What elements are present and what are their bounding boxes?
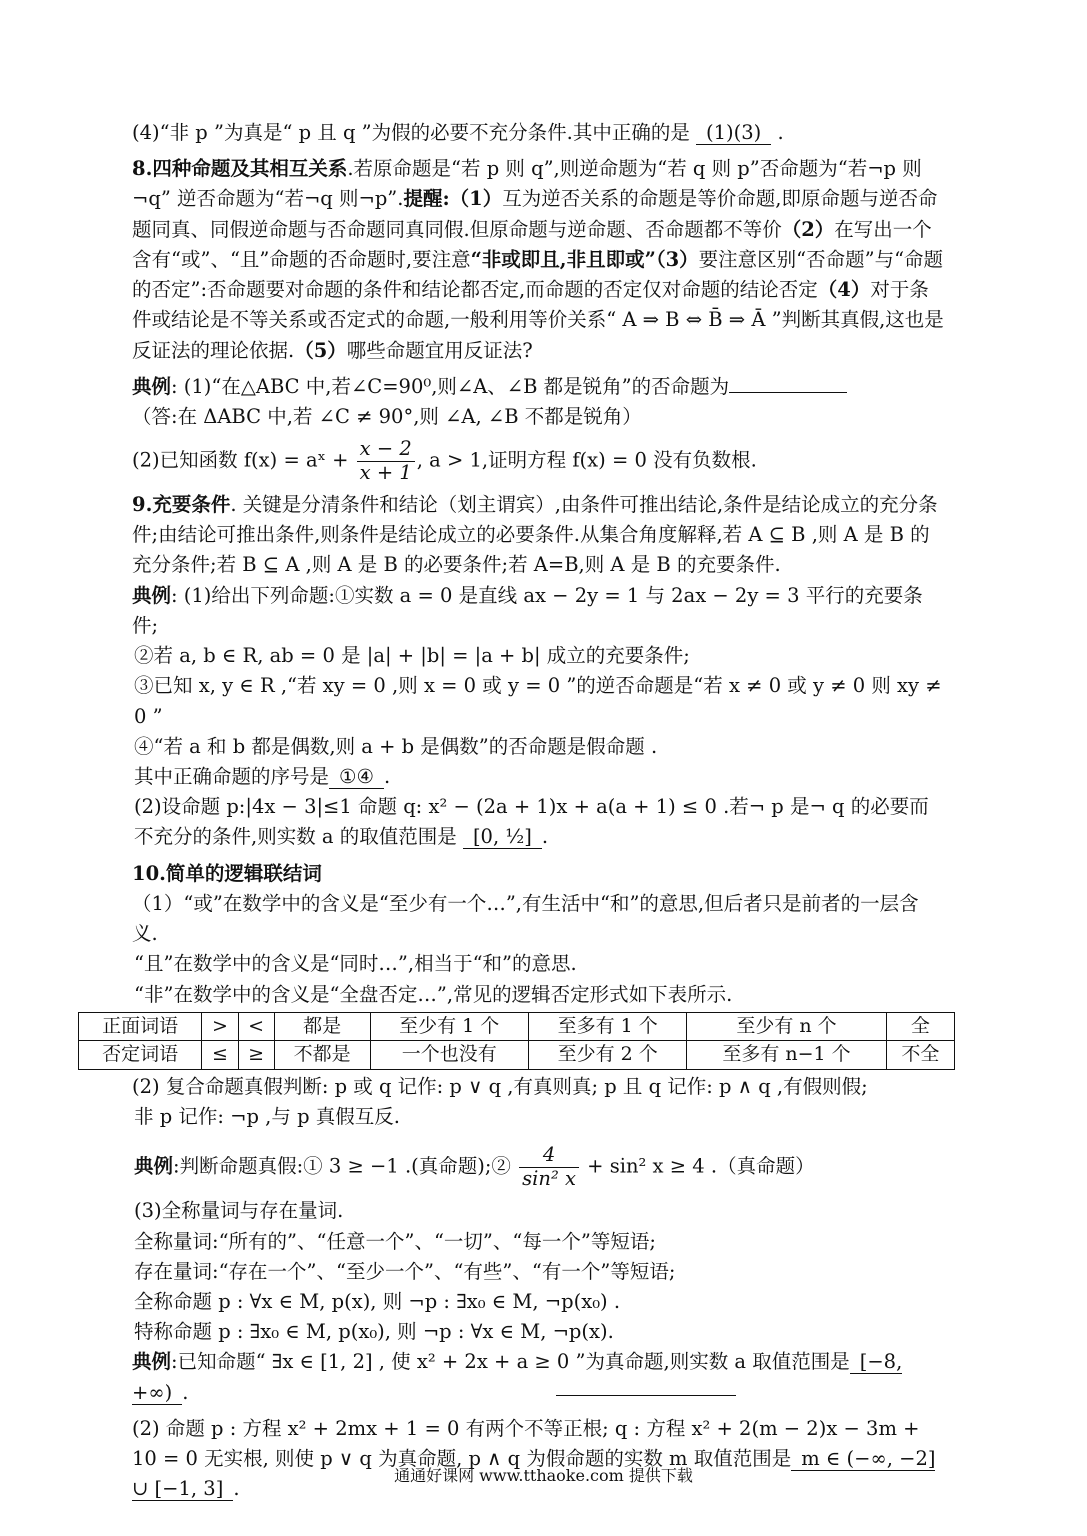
example-10-3: (2) 命题 p : 方程 x² + 2mx + 1 = 0 有两个不等正根; q : 方程 x² + 2(m − 2)x − 3m + 10 = 0 无实根, 则使 p ∨ q 为真命题, p ∧ q 为假命题的实数 m 取值范围是 m ∈ (−∞, −2] ∪ [−1, 3] .	[132, 1416, 936, 1501]
example-10-1: 典例:判断命题真假:① 3 ≥ −1 .(真命题);② $\frac{4}{\text{sin² x}}$ + sin² x ≥ 4 .（真命题）	[134, 1143, 815, 1190]
example-8-1: 典例: (1)“在△ABC 中,若∠C=90⁰,则∠A、∠B 都是锐角”的否命题为	[96, 372, 944, 402]
example-9-2: (2)设命题 p:|4x − 3|≤1 命题 q: x² − (2a + 1)x + a(a + 1) ≤ 0 .若¬ p 是¬ q 的必要而不充分的条件,则实数 a 的取值范围是 [0, ½] .	[134, 795, 929, 849]
universal-proposition: 全称命题 p : ∀x ∈ M, p(x), 则 ¬p : ∃x₀ ∈ M, ¬p(x₀) .	[134, 1289, 621, 1313]
section-8-title: 8.四种命题及其相互关系	[132, 157, 348, 181]
answer-9-2: [0, ½]	[463, 825, 542, 849]
section-10-or: （1）“或”在数学中的含义是“至少有一个…”,有生活中“和”的意思,但后者只是前者的一层含义.	[132, 891, 919, 946]
page-footer: 通通好课网 www.tthaoke.com 提供下载	[394, 1466, 693, 1485]
example-label: 典例	[132, 374, 172, 398]
answer-blank	[729, 372, 847, 393]
example-9-item-4: ④“若 a 和 b 都是偶数,则 a + b 是偶数”的否命题是假命题 .	[134, 734, 658, 758]
example-10-2: 典例:已知命题“ ∃x ∈ [1, 2] , 使 x² + 2x + a ≥ 0 ”为真命题,则实数 a 取值范围是 [−8, +∞) .	[132, 1350, 903, 1404]
fraction: $\frac{x - 2}{x + 1}$	[357, 438, 415, 484]
section-9-title: 9.充要条件	[132, 493, 231, 517]
table-row: 正面词语 > < 都是 至少有 1 个 至多有 1 个 至少有 n 个 全	[79, 1012, 955, 1041]
example-9-result: 其中正确命题的序号是 ①④ .	[134, 765, 391, 788]
answer-underline	[556, 1395, 736, 1396]
example-9-item-3: ③已知 x, y ∈ R ,“若 xy = 0 ,则 x = 0 或 y = 0 ”的逆否命题是“若 x ≠ 0 或 y ≠ 0 则 xy ≠ 0 ”	[134, 674, 942, 728]
quantifiers-title: (3)全称量词与存在量词.	[134, 1199, 344, 1223]
section-8: 8.四种命题及其相互关系.若原命题是“若 p 则 q”,则逆命题为“若 q 则 p”否命题为“若¬p 则¬q” 逆否命题为“若¬q 则¬p”.提醒:（1）互为逆否关系的命题是等价命题,即原命题与逆否命题同真、同假逆命题与否命题同真同假.但原命题与逆命题、否命题都不等价（2）在写出一个含有“或”、“且”命题的否命题时,要注意“非或即且,非且即或”（3）要注意区别“否命题”与“命题的否定”:否命题要对命题的条件和结论都否定,而命题的否定仅对命题的结论否定（4）对于条件或结论是不等关系或否定式的命题,一般利用等价关系“ A ⇒ B ⇔ B̄ ⇒ Ā ”判断其真假,这也是反证法的理论依据.（5）哪些命题宜用反证法?	[132, 157, 944, 362]
table-row: 否定词语 ≤ ≥ 不都是 一个也没有 至少有 2 个 至多有 n−1 个 不全	[79, 1041, 955, 1070]
existential-quantifier: 存在量词:“存在一个”、“至少一个”、“有些”、“有一个”等短语;	[134, 1259, 676, 1283]
negation-truth: 非 p 记作: ¬p ,与 p 真假互反.	[134, 1105, 400, 1129]
answer-9-1: ①④	[329, 765, 384, 789]
fraction: $\frac{4}{\text{sin² x}}$	[519, 1144, 579, 1190]
answer-1: (1)(3)	[696, 121, 771, 145]
negation-table	[78, 1012, 955, 1070]
section-10-not: “非”在数学中的含义是“全盘否定…”,常见的逻辑否定形式如下表所示.	[134, 982, 733, 1006]
existential-proposition: 特称命题 p : ∃x₀ ∈ M, p(x₀), 则 ¬p : ∀x ∈ M, ¬p(x).	[134, 1320, 614, 1344]
example-9-item-2: ②若 a, b ∈ R, ab = 0 是 |a| + |b| = |a + b| 成立的充要条件;	[134, 644, 690, 668]
document-body	[96, 118, 944, 1505]
answer-10-2: [−8, +∞)	[132, 1350, 903, 1404]
section-9: 9.充要条件. 关键是分清条件和结论（划主谓宾）,由条件可推出结论,条件是结论成立的充分条件;由结论可推出条件,则条件是结论成立的必要条件.从集合角度解释,若 A ⊆ B ,则 A 是 B 的充分条件;若 B ⊆ A ,则 A 是 B 的必要条件;若 A=B,则 A 是 B 的充要条件.	[132, 493, 938, 577]
example-8-1-answer: （答:在 ΔABC 中,若 ∠C ≠ 90°,则 ∠A, ∠B 不都是锐角）	[132, 404, 642, 428]
section-10-and: “且”在数学中的含义是“同时…”,相当于“和”的意思.	[134, 952, 577, 976]
compound-truth: (2) 复合命题真假判断: p 或 q 记作: p ∨ q ,有真则真; p 且 q 记作: p ∧ q ,有假则假;	[132, 1075, 868, 1099]
remind-label: 提醒	[403, 187, 443, 211]
line-condition-4: (4)“非 p ”为真是“ p 且 q ”为假的必要不充分条件.其中正确的是 (1)(3) .	[132, 121, 784, 144]
example-9-1: 典例: (1)给出下列命题:①实数 a = 0 是直线 ax − 2y = 1 与 2ax − 2y = 3 平行的充要条件;	[132, 583, 923, 637]
universal-quantifier: 全称量词:“所有的”、“任意一个”、“一切”、“每一个”等短语;	[134, 1229, 656, 1253]
section-10-title: 10.简单的逻辑联结词	[132, 861, 322, 885]
answer-10-3: m ∈ (−∞, −2] ∪ [−1, 3]	[132, 1447, 936, 1501]
example-8-2: (2)已知函数 f(x) = aˣ + $\frac{x - 2}{x + 1}$ , a > 1,证明方程 f(x) = 0 没有负数根.	[132, 437, 757, 484]
